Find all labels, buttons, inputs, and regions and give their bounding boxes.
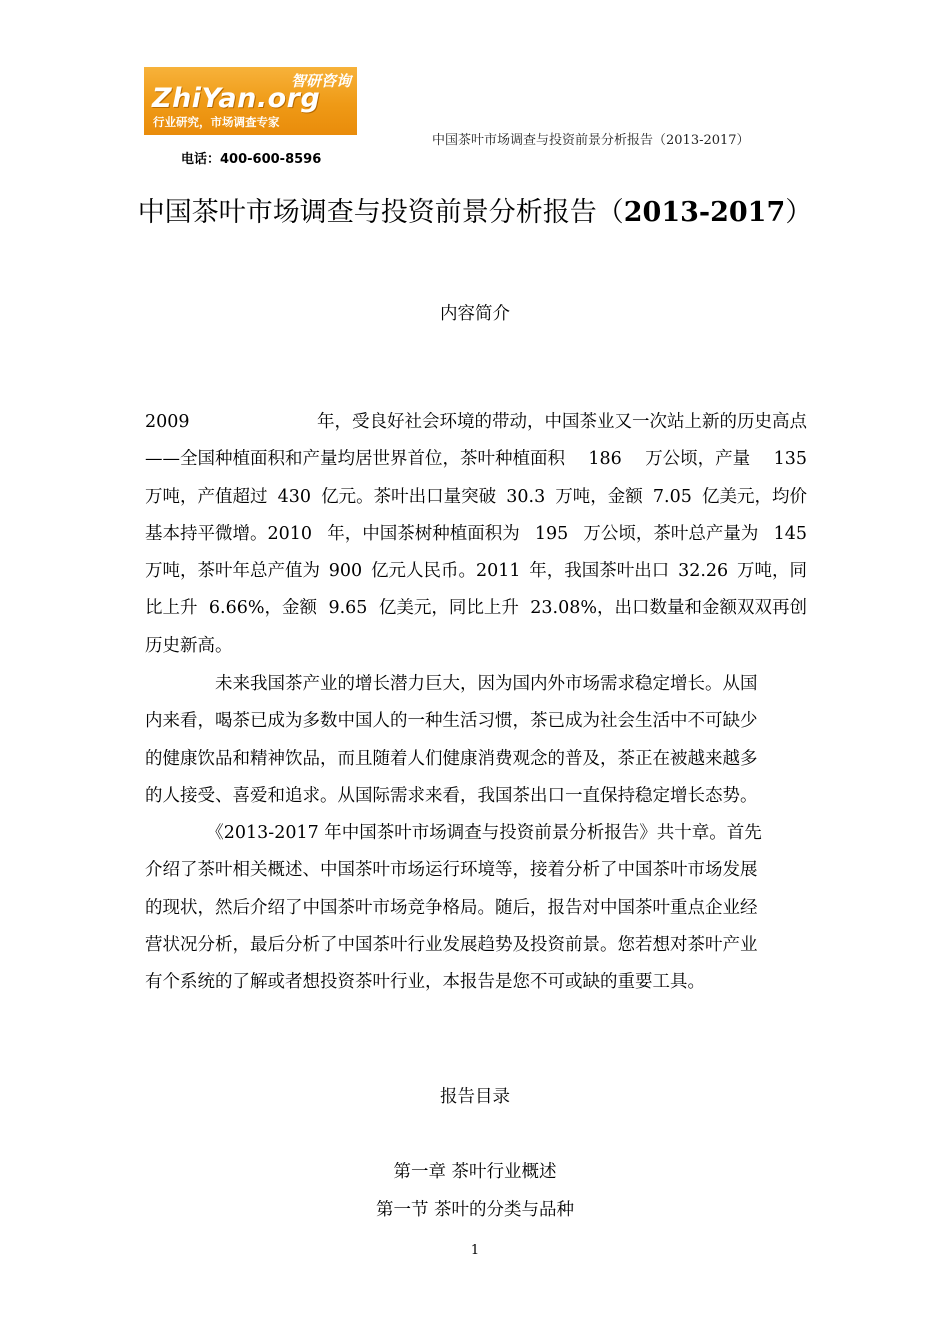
text-segment: 未来我国茶产业的增长潜力巨大，因为国内外市场需求稳定增长。从国: [145, 674, 758, 694]
text-segment: 万公顷，茶叶总产量为: [583, 523, 759, 544]
text-segment: 年，中国茶树种植面积为: [327, 523, 520, 544]
intro-paragraph-1: [145, 404, 807, 665]
paragraph-line: [145, 479, 807, 516]
text-segment: 的健康饮品和精神饮品，而且随着人们健康消费观念的普及，茶正在被越来越多: [145, 748, 758, 769]
text-segment: 年，受良好社会环境的带动，中国茶业又一次站上新的历史高点: [317, 412, 807, 432]
text-segment: 135: [773, 449, 807, 470]
page-number: 1: [470, 1243, 480, 1258]
text-segment: 万吨，茶叶年总产值为: [145, 561, 320, 582]
zhiyan-logo: [144, 67, 357, 135]
text-segment: 营状况分析，最后分析了中国茶叶行业发展趋势及投资前景。您若想对茶叶产业: [145, 934, 758, 955]
text-segment: 历史新高。: [145, 635, 233, 656]
logo-english-name: ZhiYan.org: [152, 83, 321, 114]
text-segment: 186: [588, 449, 622, 470]
paragraph-line: [145, 441, 807, 478]
text-segment: 2009: [145, 412, 190, 432]
text-segment: 基本持平微增。2010: [145, 523, 313, 544]
text-segment: ——全国种植面积和产量均居世界首位，茶叶种植面积: [145, 449, 565, 470]
text-segment: 195: [534, 523, 569, 544]
paragraph-line: [145, 741, 807, 778]
intro-paragraph-2: [145, 666, 807, 815]
toc-item-chapter-1[interactable]: 第一章 茶叶行业概述: [393, 1162, 557, 1182]
text-segment: 万公顷，产量: [645, 449, 751, 470]
text-segment: 30.3: [506, 486, 546, 507]
text-segment: 亿美元，同比上升: [378, 598, 519, 619]
logo-chinese-name: 智研咨询: [290, 72, 351, 90]
text-segment: 430: [277, 486, 312, 507]
text-segment: 145: [773, 523, 807, 544]
toc-heading: 报告目录: [440, 1087, 510, 1107]
contact-phone: 电话：400-600-8596: [181, 152, 322, 167]
paragraph-line: [145, 666, 807, 703]
paragraph-line: [145, 890, 807, 927]
text-segment: 万吨，金额: [555, 486, 643, 507]
report-title-text: 中国茶叶市场调查与投资前景分析报告（: [137, 197, 624, 228]
report-title-close: ）: [785, 197, 813, 228]
text-segment: 亿元人民币。2011: [370, 561, 521, 582]
report-title: [0, 190, 950, 229]
text-segment: 介绍了茶叶相关概述、中国茶叶市场运行环境等，接着分析了中国茶叶市场发展: [145, 860, 758, 881]
intro-heading: 内容简介: [440, 304, 510, 324]
text-segment: 比上升: [145, 598, 198, 619]
text-segment: 7.05: [652, 486, 692, 507]
paragraph-line: [145, 927, 807, 964]
text-segment: 内来看，喝茶已成为多数中国人的一种生活习惯，茶已成为社会生活中不可缺少: [145, 711, 758, 732]
text-segment: 《2013-2017 年中国茶叶市场调查与投资前景分析报告》共十章。首先: [145, 823, 762, 843]
text-segment: 亿元。茶叶出口量突破: [321, 486, 497, 507]
paragraph-line: [145, 628, 807, 665]
paragraph-line: [145, 553, 807, 590]
text-segment: 的现状，然后介绍了中国茶叶市场竞争格局。随后，报告对中国茶叶重点企业经: [145, 897, 758, 918]
paragraph-line: [145, 964, 807, 1001]
paragraph-line: [145, 590, 807, 627]
text-segment: 有个系统的了解或者想投资茶叶行业，本报告是您不可或缺的重要工具。: [145, 972, 705, 993]
text-segment: 6.66%，金额: [208, 598, 318, 619]
text-segment: 32.26: [678, 561, 729, 582]
text-segment: 亿美元，均价: [702, 486, 807, 507]
paragraph-line: [145, 815, 807, 852]
intro-paragraph-3: [145, 815, 807, 1001]
paragraph-line: [145, 404, 807, 441]
text-segment: 万吨，产值超过: [145, 486, 268, 507]
paragraph-line: [145, 778, 807, 815]
text-segment: 23.08%，出口数量和金额双双再创: [530, 598, 807, 619]
text-segment: 的人接受、喜爱和追求。从国际需求来看，我国茶出口一直保持稳定增长态势。: [145, 785, 758, 806]
paragraph-line: [145, 703, 807, 740]
logo-tagline: 行业研究，市场调查专家: [153, 115, 280, 129]
toc-item-section-1[interactable]: 第一节 茶叶的分类与品种: [375, 1200, 575, 1220]
report-title-years: 2013-2017: [623, 197, 786, 228]
paragraph-line: [145, 516, 807, 553]
paragraph-line: [145, 852, 807, 889]
text-segment: 9.65: [328, 598, 368, 619]
text-segment: 年，我国茶叶出口: [529, 561, 670, 582]
running-header: 中国茶叶市场调查与投资前景分析报告（2013-2017）: [432, 133, 750, 148]
text-segment: 900: [328, 561, 363, 582]
text-segment: 万吨，同: [736, 561, 807, 582]
